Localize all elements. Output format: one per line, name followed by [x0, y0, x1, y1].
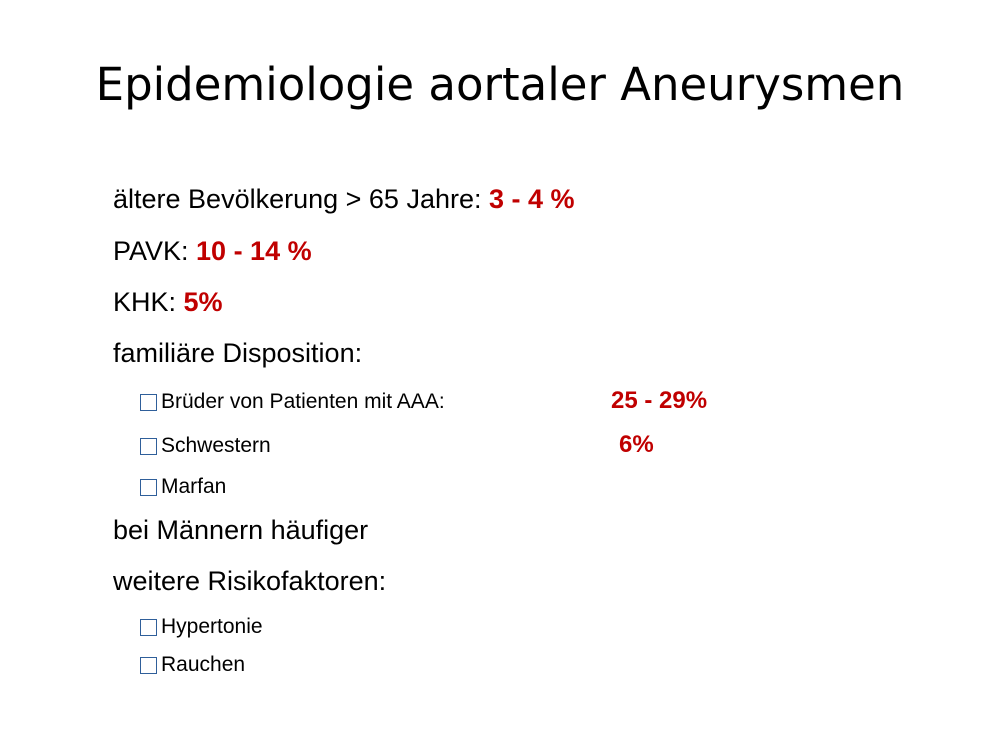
sub-item-value-brothers: 25 - 29%: [611, 387, 708, 414]
sub-item-brothers: [138, 389, 445, 414]
sub-item-label: Hypertonie: [161, 615, 263, 638]
checkbox-icon: [140, 394, 157, 411]
sub-item-value-sisters: 6%: [619, 431, 654, 458]
sub-item-marfan: [138, 474, 226, 499]
checkbox-icon: [140, 619, 157, 636]
list-item-value: 3 - 4 %: [488, 184, 575, 214]
slide-title: Epidemiologie aortaler Aneurysmen: [95, 58, 905, 111]
checkbox-icon: [140, 479, 157, 496]
sub-item-label: Marfan: [161, 475, 227, 498]
list-item-label: PAVK:: [113, 236, 197, 266]
sub-item-smoking: [138, 652, 245, 677]
list-item-risk-factors: [113, 565, 386, 597]
list-item-label: bei Männern häufiger: [113, 515, 369, 545]
checkbox-icon: [140, 657, 157, 674]
list-item-elderly: [113, 183, 575, 215]
list-item-men: [113, 514, 368, 546]
list-item-value: 10 - 14 %: [196, 236, 312, 266]
sub-item-label: Brüder von Patienten mit AAA:: [161, 390, 445, 413]
list-item-pavk: [113, 235, 312, 267]
sub-item-label: Rauchen: [161, 653, 246, 676]
checkbox-icon: [140, 438, 157, 455]
sub-item-label: Schwestern: [161, 434, 271, 457]
list-item-label: weitere Risikofaktoren:: [113, 566, 387, 596]
list-item-family: [113, 337, 362, 369]
sub-item-sisters: [138, 433, 271, 458]
list-item-value: 5%: [183, 287, 223, 317]
list-item-label: familiäre Disposition:: [113, 338, 363, 368]
list-item-khk: [113, 286, 223, 318]
list-item-label: KHK:: [113, 287, 184, 317]
list-item-label: ältere Bevölkerung > 65 Jahre:: [113, 184, 489, 214]
sub-item-hypertension: [138, 614, 263, 639]
